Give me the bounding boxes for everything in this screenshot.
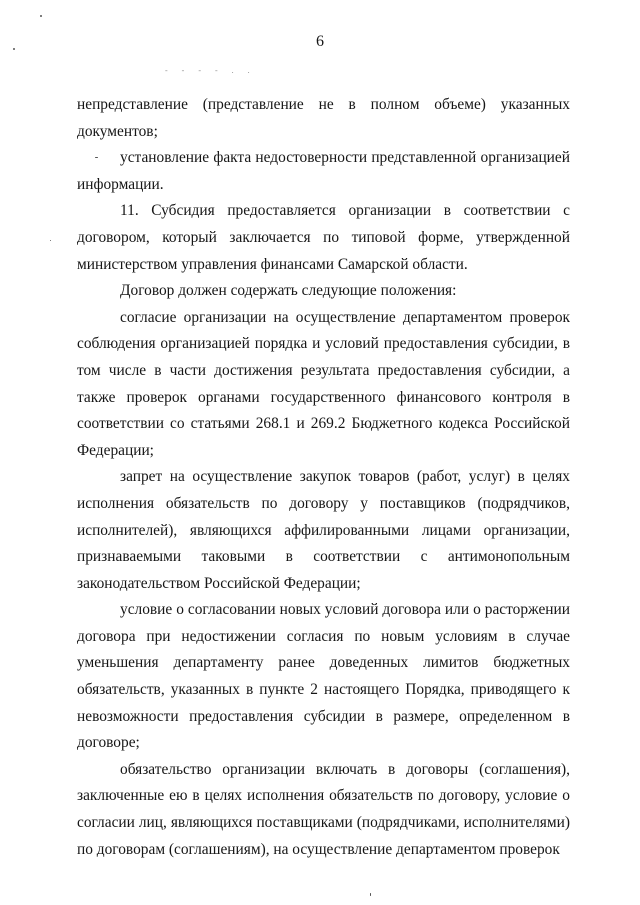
paragraph: запрет на осуществление закупок товаров (работ, услуг) в целях исполнения обязательств по договору у поставщиков (подрядчиков, исполнителей), являющихся аффилированными лицами организации, признаваемыми таковыми в соответствии с антимонопольным законодательством Российской Федерации; [77,468,570,592]
scan-speck [370,893,371,896]
paragraph: согласие организации на осуществление департаментом проверок соблюдения организацией порядка и условий предоставления субсидии, в том числе в части достижения результата предоставления субсидии, а также проверок органами государственного финансового контроля в соответствии со статьями 268.1 и 269.2 Бюджетного кодекса Российской Федерации; [77,308,570,459]
document-body [77,92,570,863]
paragraph: условие о согласовании новых условий договора или о расторжении договора при недостижении согласия по новым условиям в случае уменьшения департаменту ранее доведенных лимитов бюджетных обязательств, указанных в пункте 2 настоящего Порядка, приводящего к невозможности предоставления субсидии в размере, определенном в договоре; [77,601,570,752]
paragraph: 11. Субсидия предоставляется организации в соответствии с договором, который заключается по типовой форме, утвержденной министерством управления финансами Самарской области. [77,202,570,273]
paragraph: непредставление (представление не в полном объеме) указанных документов; [77,96,570,140]
header-marks: - - - - . . [165,66,256,75]
page-number: 6 [316,33,324,50]
paragraph: установление факта недостоверности представленной организацией информации. [77,149,570,193]
scan-speck [50,240,51,241]
paragraph: Договор должен содержать следующие положения: [120,282,457,300]
scan-speck [40,15,42,17]
paragraph: обязательство организации включать в договоры (соглашения), заключенные ею в целях исполнения обязательств по договору, условие о согласии лиц, являющихся поставщиками (подрядчиками, исполнителями) по договорам (соглашениям), на осуществление департаментом проверок [77,760,570,858]
